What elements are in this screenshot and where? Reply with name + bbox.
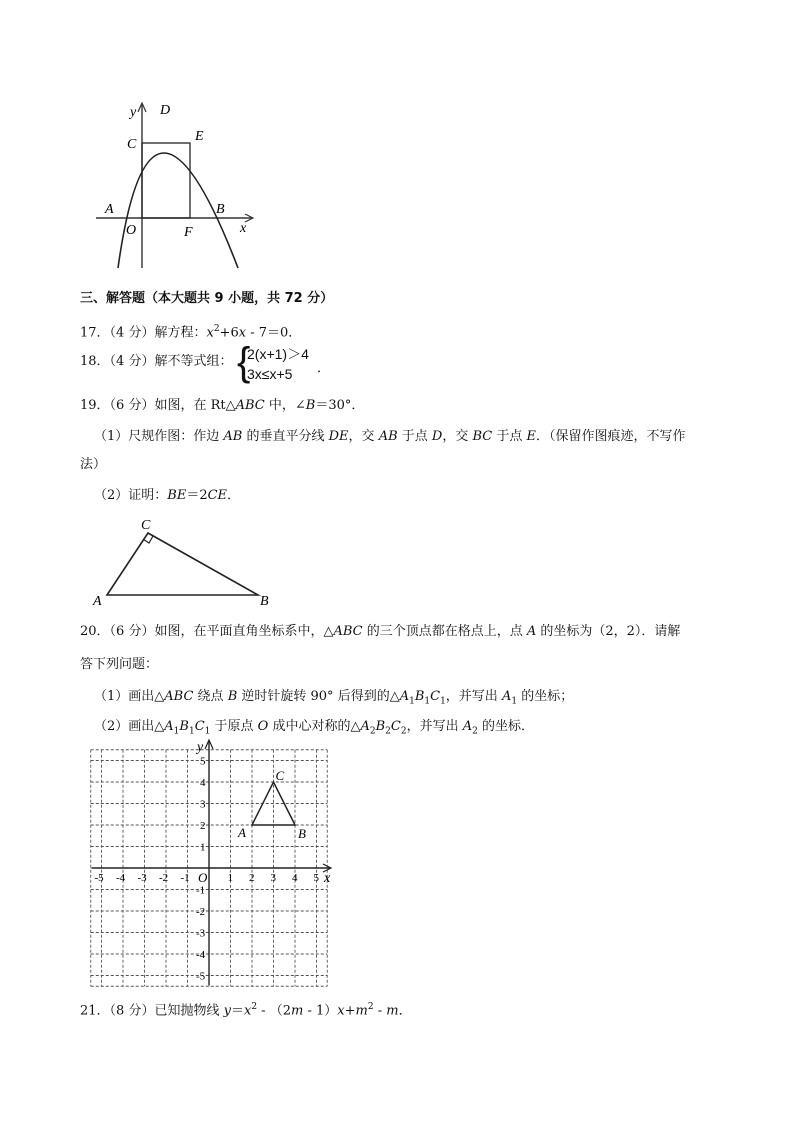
- question-17: [80, 320, 301, 342]
- q20-intro-c: 的坐标为（2，2）．请解: [536, 624, 681, 639]
- q20-a2b: A: [462, 719, 473, 734]
- label-a: A: [105, 202, 114, 217]
- q17-var2: x: [238, 325, 247, 341]
- label-e: E: [195, 129, 204, 144]
- label-y: y: [197, 740, 204, 755]
- q21-x: x: [243, 1003, 252, 1019]
- q20-p1-text-b: 绕点: [193, 689, 228, 704]
- q17-score: （4 分）: [109, 325, 155, 341]
- x-tick-label: -1: [180, 872, 190, 884]
- label-c: C: [127, 137, 137, 152]
- q20-p1-text: （1）画出△: [94, 689, 165, 704]
- q21-eq-e: -: [373, 1003, 387, 1019]
- q21-eq-c: - 1）: [303, 1003, 338, 1019]
- question-19: [80, 397, 364, 415]
- q17-var: x: [206, 325, 214, 341]
- q19-bc: BC: [472, 429, 493, 444]
- q20-p1-text-c: 逆时针旋转 90° 后得到的△: [237, 689, 400, 704]
- x-tick-label: -2: [159, 872, 169, 884]
- q19-intro: 如图，在 Rt△: [154, 398, 236, 413]
- label-o: O: [126, 223, 137, 238]
- q20-b2: B: [375, 719, 386, 734]
- label-a: A: [93, 594, 102, 609]
- left-brace: {: [237, 340, 251, 384]
- q19-p1-text-g: ．（保留作图痕迹，不写作: [536, 429, 686, 444]
- q19-p1-text-c: ，交: [348, 429, 379, 444]
- q21-x2: x: [337, 1003, 345, 1019]
- q21-sup: 2: [251, 1002, 258, 1012]
- q19-part-1-wrap: 法）: [80, 457, 107, 472]
- q20-b1: B: [414, 689, 425, 704]
- y-tick-label: 2: [200, 820, 206, 832]
- q19-p1-text-f: 于点: [492, 429, 527, 444]
- q20-intro-b: 的三个顶点都在格点上，点: [362, 624, 527, 639]
- label-y: y: [130, 105, 137, 120]
- q20-p1-abc: ABC: [164, 689, 194, 704]
- label-d: D: [160, 103, 171, 118]
- q20-c1-sub: 1: [440, 696, 446, 707]
- y-tick-label: 5: [200, 755, 206, 768]
- q21-text: 已知抛物线: [154, 1003, 224, 1019]
- q21-sup2: 2: [367, 1002, 374, 1012]
- q19-ab2: AB: [378, 429, 398, 444]
- q20-part-1: [94, 688, 573, 711]
- q20-p2-text-d: ，并写出: [406, 719, 463, 734]
- q20-intro: 如图，在平面直角坐标系中，△: [154, 624, 334, 639]
- q20-p1-text-e: 的坐标；: [517, 689, 574, 704]
- question-21: [80, 998, 412, 1020]
- q20-c2: C: [390, 719, 401, 734]
- y-tick-label: -4: [196, 949, 206, 961]
- y-tick-labels: [196, 756, 206, 983]
- question-18: [80, 353, 232, 371]
- q21-eq-f: ．: [398, 1003, 412, 1019]
- q19-p2-text: （2）证明：: [94, 488, 168, 503]
- x-tick-label: -5: [94, 872, 104, 884]
- y-tick-label: -5: [196, 970, 206, 983]
- q20-a1-sub: 1: [409, 696, 415, 707]
- rectangle-cefo: [142, 143, 190, 218]
- q20-b2-sub: 2: [385, 726, 391, 737]
- y-tick-label: 4: [200, 777, 206, 789]
- label-o: O: [198, 870, 208, 885]
- y-tick-label: 3: [200, 798, 206, 811]
- q17-eq-end: - 7＝0．: [246, 325, 302, 341]
- q19-p1-text-b: 的垂直平分线: [242, 429, 329, 444]
- q19-d: D: [431, 429, 443, 444]
- inequality-1: 2(x+1)＞4: [247, 346, 309, 362]
- q19-intro-c: ＝30°．: [315, 398, 365, 413]
- q20-abc: ABC: [333, 624, 363, 639]
- q20-c2-sub: 2: [400, 726, 407, 737]
- q20-p1-text-d: ，并写出: [445, 689, 502, 704]
- x-tick-label: -4: [116, 872, 126, 884]
- question-20: [80, 623, 680, 641]
- q20-a1b-sub: 1: [511, 696, 518, 707]
- label-f: F: [184, 225, 193, 240]
- label-b: B: [260, 594, 269, 609]
- q17-eq-part: +6: [219, 325, 239, 341]
- x-tick-label: 5: [313, 872, 319, 884]
- q20-p2-a1: A: [164, 719, 174, 734]
- label-x: x: [324, 871, 331, 886]
- q19-p2-text-c: ．: [227, 488, 241, 503]
- y-tick-label: 1: [200, 841, 206, 854]
- q20-p2-text-c: 成中心对称的△: [268, 719, 361, 734]
- x-tick-label: 3: [270, 872, 276, 884]
- x-tick-label: -3: [137, 872, 147, 884]
- q20-p2-b1: B: [179, 719, 189, 734]
- y-tick-label: -2: [196, 906, 206, 918]
- label-x: x: [240, 221, 247, 236]
- q20-p2-text: （2）画出△: [94, 719, 165, 734]
- q21-eq-b: - （2: [257, 1003, 291, 1019]
- q19-ce: CE: [207, 488, 228, 503]
- q20-a2b-sub: 2: [472, 726, 478, 737]
- right-triangle-figure: [90, 515, 280, 610]
- q21-score: （8 分）: [109, 1003, 155, 1019]
- q19-p1-text-d: 于点: [397, 429, 432, 444]
- q20-a2-sub: 2: [369, 726, 376, 737]
- y-tick-label: -1: [196, 884, 206, 897]
- q19-e: E: [526, 429, 536, 444]
- label-c: C: [141, 518, 151, 533]
- q18-text: 解不等式组：: [154, 354, 233, 369]
- q20-p2-c1: C: [194, 719, 205, 734]
- x-tick-label: 2: [249, 872, 255, 884]
- q19-part-2: [94, 487, 240, 505]
- q20-o: O: [257, 719, 269, 734]
- q18-number: 18．: [80, 354, 110, 369]
- q20-p1-b: B: [227, 689, 238, 704]
- q21-number: 21．: [80, 1003, 110, 1019]
- q18-end: ．: [317, 361, 331, 376]
- q19-ab: AB: [223, 429, 243, 444]
- q17-sup: 2: [213, 324, 220, 334]
- inequality-system: [237, 340, 313, 386]
- triangle-abc: [107, 533, 258, 595]
- q17-number: 17．: [80, 325, 110, 341]
- coordinate-grid-figure: [90, 737, 340, 987]
- label-b: B: [216, 202, 225, 217]
- q20-a1b: A: [501, 689, 512, 704]
- q17-text: 解方程：: [154, 325, 207, 341]
- q21-y: y: [223, 1003, 231, 1019]
- q19-de: DE: [328, 429, 349, 444]
- q19-p1-text: （1）尺规作图：作边: [94, 429, 224, 444]
- q19-intro-b: 中，∠: [264, 398, 306, 413]
- q20-p2-a1-sub: 1: [173, 726, 180, 737]
- q20-intro-wrap: 答下列问题：: [80, 657, 159, 672]
- q21-eq-a: ＝: [230, 1003, 244, 1019]
- label-b: B: [298, 826, 306, 841]
- q20-a2: A: [360, 719, 370, 734]
- q19-angle-b: B: [305, 398, 316, 413]
- parabola-figure: [92, 98, 262, 273]
- label-a: A: [238, 825, 246, 840]
- q20-p2-b1-sub: 1: [188, 726, 195, 737]
- x-tick-label: 1: [227, 872, 233, 884]
- q19-p1-text-e: ，交: [442, 429, 473, 444]
- q19-part-1: [94, 428, 686, 446]
- y-tick-label: -3: [196, 927, 206, 940]
- q20-c1: C: [430, 689, 441, 704]
- x-tick-label: 4: [292, 872, 298, 884]
- label-c: C: [275, 768, 285, 783]
- q19-abc: ABC: [235, 398, 265, 413]
- section-3-heading: 三、解答题（本大题共 9 小题，共 72 分）: [80, 291, 334, 306]
- q20-score: （6 分）: [109, 624, 155, 639]
- q19-score: （6 分）: [109, 398, 155, 413]
- q21-m2: m: [355, 1003, 368, 1019]
- q19-be: BE: [167, 488, 187, 503]
- q19-p2-text-b: ＝2: [186, 488, 208, 503]
- q20-p2-text-b: 于原点: [210, 719, 258, 734]
- q20-p2-c1-sub: 1: [204, 726, 211, 737]
- q20-a: A: [526, 624, 537, 639]
- q18-score: （4 分）: [109, 354, 155, 369]
- q20-a1: A: [399, 689, 410, 704]
- inequality-2: 3x≤x+5: [247, 366, 293, 382]
- q21-m3: m: [386, 1003, 399, 1019]
- q20-number: 20．: [80, 624, 110, 639]
- q20-b1-sub: 1: [424, 696, 431, 707]
- q21-m1: m: [290, 1003, 304, 1019]
- q20-p2-text-e: 的坐标．: [477, 719, 534, 734]
- q19-number: 19．: [80, 398, 110, 413]
- q21-eq-d: +: [344, 1003, 356, 1019]
